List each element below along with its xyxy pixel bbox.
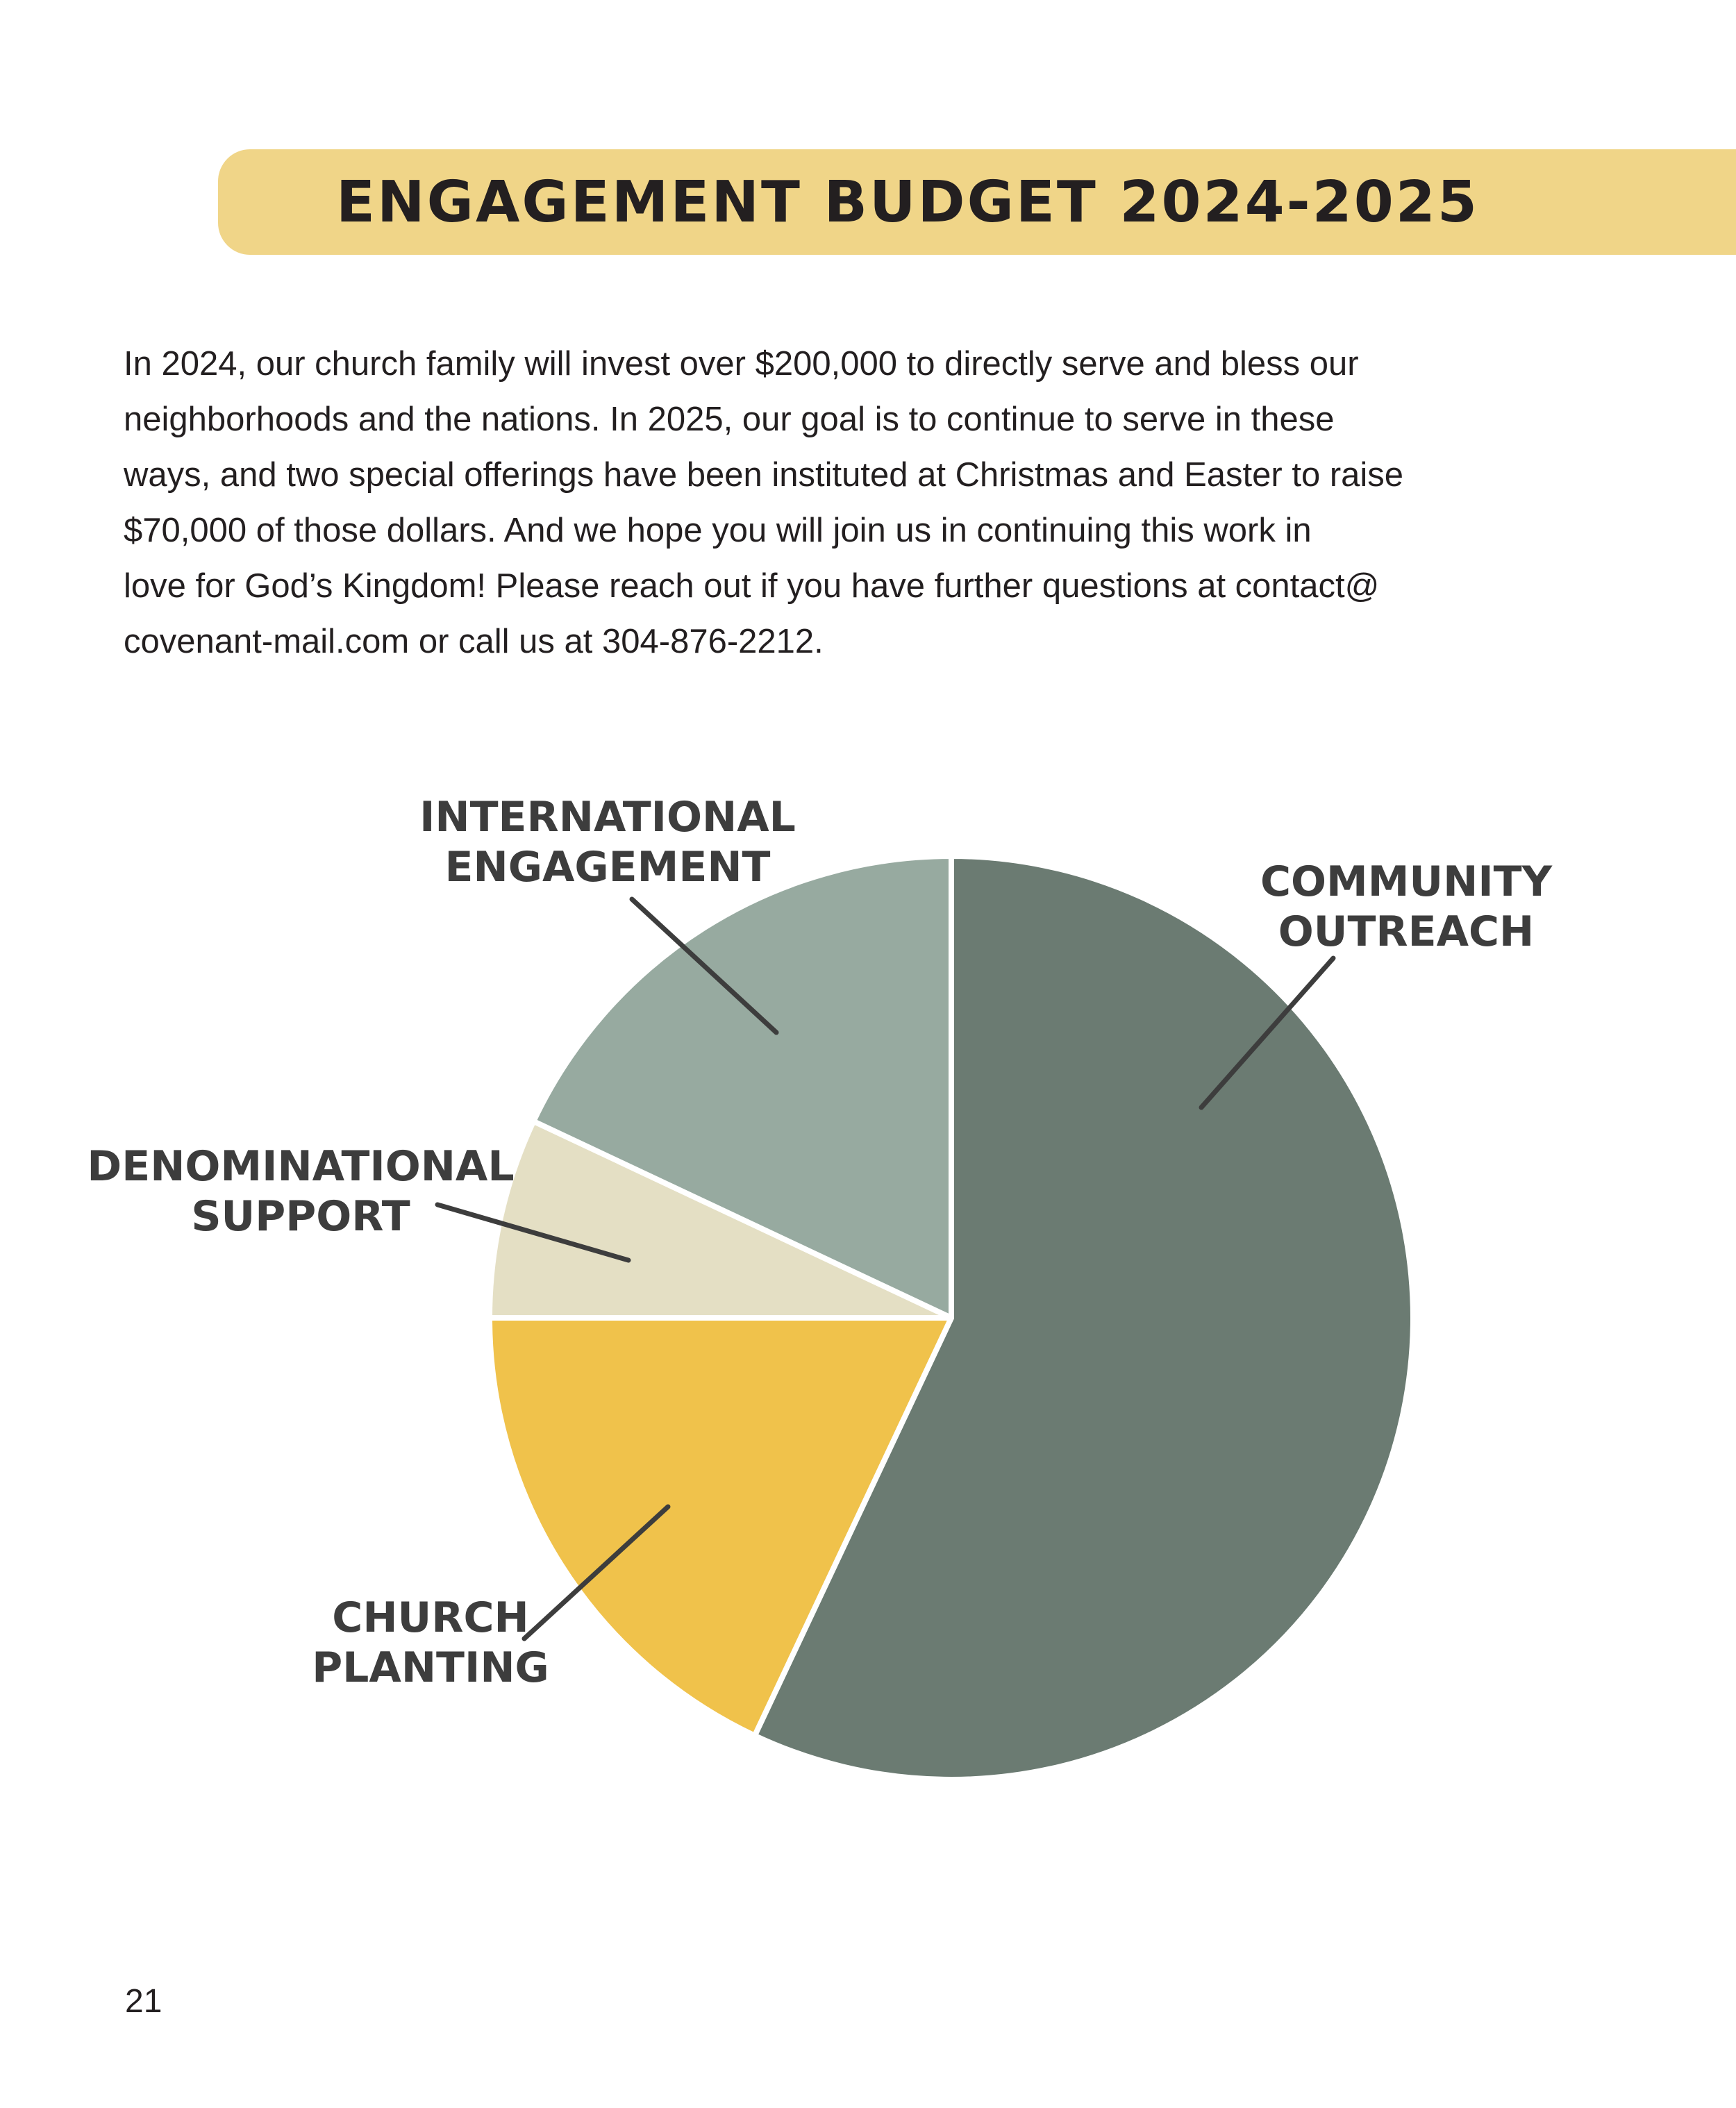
intro-line: ways, and two special offerings have been instituted at Christmas and Easter to raise	[124, 456, 1404, 494]
slice-label-line: OUTREACH	[1278, 907, 1535, 956]
intro-line: neighborhoods and the nations. In 2025, our goal is to continue to serve in these	[124, 401, 1335, 438]
intro-line: $70,000 of those dollars. And we hope you will join us in continuing this work in	[124, 512, 1312, 549]
slice-label-line: PLANTING	[312, 1643, 549, 1692]
slice-label	[87, 1142, 514, 1241]
slice-label	[419, 793, 796, 892]
slice-label-line: DENOMINATIONAL	[87, 1142, 515, 1191]
slice-label	[312, 1593, 549, 1692]
intro-line: In 2024, our church family will invest over $200,000 to directly serve and bless our	[124, 345, 1359, 383]
pie-slices	[490, 856, 1413, 1780]
slice-label-line: ENGAGEMENT	[444, 843, 771, 892]
page-title: ENGAGEMENT BUDGET 2024-2025	[336, 169, 1479, 235]
slice-label-line: COMMUNITY	[1260, 858, 1553, 906]
intro-line: love for God’s Kingdom! Please reach out if you have further questions at contact@	[124, 567, 1380, 605]
slice-label-line: SUPPORT	[191, 1192, 410, 1241]
intro-line: covenant-mail.com or call us at 304-876-2212.	[124, 623, 824, 660]
slice-label-line: CHURCH	[332, 1593, 529, 1642]
slice-label-line: INTERNATIONAL	[419, 793, 796, 842]
page-number: 21	[125, 1983, 162, 2020]
slice-label	[1260, 858, 1553, 956]
